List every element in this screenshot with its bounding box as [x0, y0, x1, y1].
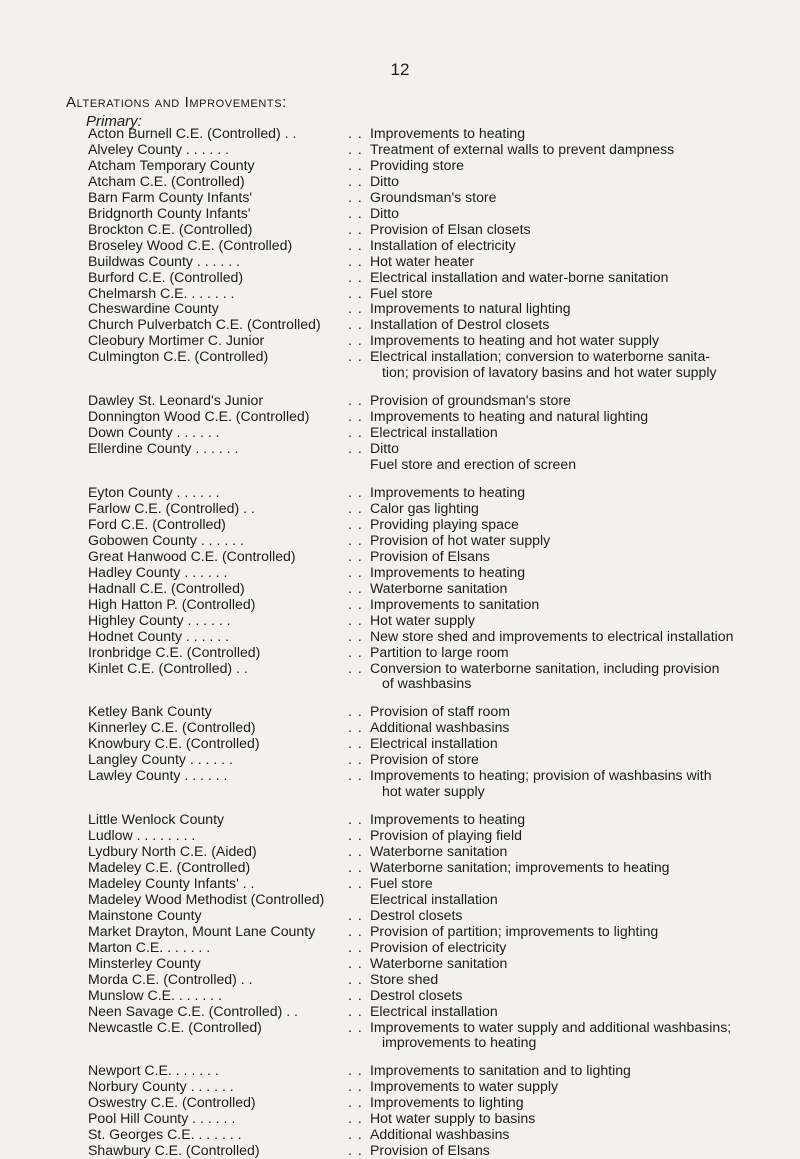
- improvement-line: Improvements to heating and natural lighting: [370, 408, 649, 425]
- improvement-line: Improvements to heating: [370, 563, 526, 580]
- improvement-description: [370, 254, 790, 270]
- improvement-line: Improvements to water supply: [370, 1078, 558, 1095]
- list-item: Ironbridge C.E. (Controlled) . . Partition to large room: [88, 645, 788, 661]
- list-item: Neen Savage C.E. (Controlled) . . . . Electrical installation: [88, 1004, 788, 1020]
- school-name: Down County . . . . . .: [88, 425, 220, 441]
- list-item: Mainstone County . . Destrol closets: [88, 908, 788, 924]
- improvement-description: [370, 425, 790, 441]
- list-item: Brockton C.E. (Controlled) . . Provision of Elsan closets: [88, 222, 788, 238]
- school-name: Gobowen County . . . . . .: [88, 532, 244, 548]
- list-item: High Hatton P. (Controlled) . . Improvements to sanitation: [88, 597, 788, 613]
- list-item: Ford C.E. (Controlled) . . Providing playing space: [88, 517, 788, 533]
- school-name: Donnington Wood C.E. (Controlled): [88, 409, 310, 425]
- improvement-line: improvements to heating: [382, 1034, 537, 1051]
- school-name: Ironbridge C.E. (Controlled): [88, 644, 261, 660]
- school-name: Madeley County Infants' . .: [88, 875, 255, 891]
- list-item: Minsterley County . . Waterborne sanitation: [88, 956, 788, 972]
- improvement-description: [370, 549, 790, 565]
- improvement-line: Improvements to heating: [370, 125, 526, 141]
- school-name: Marton C.E. . . . . . .: [88, 939, 211, 955]
- school-name: Langley County . . . . . .: [88, 752, 233, 768]
- school-name: Lawley County . . . . . .: [88, 768, 228, 784]
- list-item: Lawley County . . . . . . . . Improvements to heating; provision of washbasins with hot water supply: [88, 768, 788, 800]
- improvements-list: [88, 126, 788, 1159]
- improvement-line: Improvements to sanitation and to lighting: [370, 1062, 631, 1079]
- school-name: Hadnall C.E. (Controlled): [88, 580, 245, 596]
- list-item: Ketley Bank County . . Provision of staff room: [88, 704, 788, 720]
- improvement-description: [370, 1020, 790, 1052]
- school-name: Kinnerley C.E. (Controlled): [88, 720, 256, 736]
- improvement-description: [370, 828, 790, 844]
- improvement-description: [370, 704, 790, 720]
- improvement-description: [370, 860, 790, 876]
- school-name: Bridgnorth County Infants': [88, 205, 251, 221]
- section-heading: Alterations and Improvements:: [66, 94, 287, 111]
- improvement-line: Groundsman's store: [370, 188, 497, 205]
- school-name: Church Pulverbatch C.E. (Controlled): [88, 317, 321, 333]
- improvement-line: Improvements to natural lighting: [370, 300, 571, 317]
- improvement-description: [370, 876, 790, 892]
- school-name: Morda C.E. (Controlled) . .: [88, 971, 253, 987]
- improvement-description: [370, 286, 790, 302]
- improvement-line: Hot water heater: [370, 252, 475, 269]
- improvement-description: [370, 565, 790, 581]
- list-item: Cleobury Mortimer C. Junior . . Improvements to heating and hot water supply: [88, 333, 788, 349]
- list-item: Chelmarsh C.E. . . . . . . . . Fuel store: [88, 286, 788, 302]
- improvement-line: Store shed: [370, 970, 439, 987]
- school-name: Highley County . . . . . .: [88, 612, 231, 628]
- school-name: Newport C.E. . . . . . .: [88, 1063, 219, 1079]
- list-item: Kinnerley C.E. (Controlled) . . Additional washbasins: [88, 720, 788, 736]
- school-name: Lydbury North C.E. (Aided): [88, 844, 257, 860]
- school-name: Buildwas County . . . . . .: [88, 253, 240, 269]
- improvement-line: Fuel store: [370, 284, 433, 301]
- improvement-line: Hot water supply to basins: [370, 1110, 536, 1127]
- improvement-line: Conversion to waterborne sanitation, including provision: [370, 659, 720, 676]
- improvement-description: [370, 908, 790, 924]
- list-item: Knowbury C.E. (Controlled) . . Electrical installation: [88, 736, 788, 752]
- school-name: Acton Burnell C.E. (Controlled) . .: [88, 126, 297, 141]
- school-name: Madeley Wood Methodist (Controlled): [88, 891, 325, 907]
- school-name: Chelmarsh C.E. . . . . . .: [88, 285, 235, 301]
- list-item: Shawbury C.E. (Controlled) . . Provision of Elsans: [88, 1143, 788, 1159]
- school-name: Ketley Bank County: [88, 704, 212, 720]
- improvement-description: [370, 1079, 790, 1095]
- list-item: Acton Burnell C.E. (Controlled) . . . . Improvements to heating: [88, 126, 788, 142]
- improvement-description: [370, 645, 790, 661]
- list-item: Alveley County . . . . . . . . Treatment of external walls to prevent dampness: [88, 142, 788, 158]
- school-name: Cleobury Mortimer C. Junior: [88, 333, 265, 349]
- school-name: Cheswardine County: [88, 301, 219, 317]
- improvement-line: Provision of Elsans: [370, 1142, 490, 1159]
- improvement-description: [370, 1143, 790, 1159]
- school-name: Atcham Temporary County: [88, 157, 255, 173]
- improvement-description: [370, 142, 790, 158]
- improvement-description: [370, 270, 790, 286]
- improvement-description: [370, 768, 790, 800]
- page-number: 12: [390, 60, 410, 79]
- improvement-line: Waterborne sanitation; improvements to heating: [370, 858, 670, 875]
- school-name: Ford C.E. (Controlled): [88, 516, 226, 532]
- list-item: Little Wenlock County . . Improvements to heating: [88, 812, 788, 828]
- list-item: Ellerdine County . . . . . . . . Ditto Fuel store and erection of screen: [88, 441, 788, 473]
- improvement-description: [370, 892, 790, 908]
- improvement-line: Provision of store: [370, 751, 479, 768]
- improvement-line: Electrical installation and water-borne sanitation: [370, 268, 669, 285]
- school-name: Ellerdine County . . . . . .: [88, 441, 239, 457]
- improvement-description: [370, 190, 790, 206]
- improvement-description: [370, 174, 790, 190]
- list-item: Down County . . . . . . . . Electrical installation: [88, 425, 788, 441]
- school-name: Hadley County . . . . . .: [88, 564, 228, 580]
- improvement-description: [370, 1111, 790, 1127]
- improvement-line: Providing playing space: [370, 515, 519, 532]
- school-name: Market Drayton, Mount Lane County: [88, 923, 316, 939]
- improvement-description: [370, 126, 790, 142]
- list-item: Hadley County . . . . . . . . Improvements to heating: [88, 565, 788, 581]
- list-item: Burford C.E. (Controlled) . . Electrical installation and water-borne sanitation: [88, 270, 788, 286]
- improvement-description: [370, 501, 790, 517]
- list-item: Norbury County . . . . . . . . Improvements to water supply: [88, 1079, 788, 1095]
- school-name: Minsterley County: [88, 955, 201, 971]
- list-item: Great Hanwood C.E. (Controlled) . . Provision of Elsans: [88, 549, 788, 565]
- improvement-description: [370, 924, 790, 940]
- improvement-description: [370, 238, 790, 254]
- improvement-line: Provision of playing field: [370, 827, 522, 844]
- improvement-description: [370, 1095, 790, 1111]
- improvement-description: [370, 222, 790, 238]
- list-item: Kinlet C.E. (Controlled) . . . . Conversion to waterborne sanitation, including provision of washbasins: [88, 661, 788, 693]
- improvement-description: [370, 736, 790, 752]
- improvement-line: Electrical installation: [370, 1002, 498, 1019]
- improvement-line: Fuel store: [370, 874, 433, 891]
- list-item: Atcham Temporary County . . Providing store: [88, 158, 788, 174]
- improvement-line: Ditto: [370, 172, 399, 189]
- improvement-description: [370, 988, 790, 1004]
- improvement-description: [370, 812, 790, 828]
- improvement-description: [370, 956, 790, 972]
- list-item: Marton C.E. . . . . . . . . Provision of electricity: [88, 940, 788, 956]
- list-item: Gobowen County . . . . . . . . Provision of hot water supply: [88, 533, 788, 549]
- improvement-description: [370, 517, 790, 533]
- improvement-line: Ditto: [370, 440, 399, 457]
- improvement-line: Destrol closets: [370, 906, 463, 923]
- improvement-description: [370, 1127, 790, 1143]
- school-name: Knowbury C.E. (Controlled): [88, 736, 260, 752]
- improvement-line: Improvements to lighting: [370, 1094, 524, 1111]
- improvement-description: [370, 629, 790, 645]
- school-name: Burford C.E. (Controlled): [88, 269, 244, 285]
- list-item: Broseley Wood C.E. (Controlled) . . Installation of electricity: [88, 238, 788, 254]
- improvement-description: [370, 752, 790, 768]
- list-item: Bridgnorth County Infants' . . Ditto: [88, 206, 788, 222]
- improvement-line: Hot water supply: [370, 611, 475, 628]
- improvement-line: Installation of electricity: [370, 236, 516, 253]
- improvement-description: [370, 206, 790, 222]
- list-item: Langley County . . . . . . . . Provision of store: [88, 752, 788, 768]
- school-name: Little Wenlock County: [88, 812, 225, 828]
- list-item: Dawley St. Leonard's Junior . . Provision of groundsman's store: [88, 393, 788, 409]
- list-item: Barn Farm County Infants' . . Groundsman's store: [88, 190, 788, 206]
- list-item: Cheswardine County . . Improvements to natural lighting: [88, 301, 788, 317]
- list-item: Culmington C.E. (Controlled) . . Electrical installation; conversion to waterborne sanita- tion; provision of lavatory basins and hot water supply: [88, 349, 788, 381]
- school-name: Ludlow . . . . . . . .: [88, 828, 196, 844]
- improvement-line: Provision of hot water supply: [370, 531, 551, 548]
- improvement-line: Electrical installation; conversion to waterborne sanita-: [370, 348, 710, 365]
- improvement-description: [370, 317, 790, 333]
- improvement-description: [370, 613, 790, 629]
- list-item: Hadnall C.E. (Controlled) . . Waterborne sanitation: [88, 581, 788, 597]
- list-item: Farlow C.E. (Controlled) . . . . Calor gas lighting: [88, 501, 788, 517]
- school-name: Mainstone County: [88, 907, 202, 923]
- improvement-description: [370, 1004, 790, 1020]
- list-item: Oswestry C.E. (Controlled) . . Improvements to lighting: [88, 1095, 788, 1111]
- school-name: Eyton County . . . . . .: [88, 485, 220, 501]
- improvement-description: [370, 333, 790, 349]
- school-name: Oswestry C.E. (Controlled): [88, 1095, 256, 1111]
- school-name: Dawley St. Leonard's Junior: [88, 393, 264, 409]
- improvement-line: Additional washbasins: [370, 719, 510, 736]
- list-item: Ludlow . . . . . . . . . . Provision of playing field: [88, 828, 788, 844]
- school-name: Madeley C.E. (Controlled): [88, 859, 251, 875]
- list-item: Buildwas County . . . . . . . . Hot water heater: [88, 254, 788, 270]
- improvement-line: Destrol closets: [370, 986, 463, 1003]
- improvement-line: Improvements to water supply and additional washbasins;: [370, 1018, 732, 1035]
- list-item: Highley County . . . . . . . . Hot water supply: [88, 613, 788, 629]
- list-item: Hodnet County . . . . . . . . New store shed and improvements to electrical installation: [88, 629, 788, 645]
- improvement-description: [370, 972, 790, 988]
- improvement-description: [370, 441, 790, 473]
- improvement-line: Provision of groundsman's store: [370, 392, 571, 409]
- improvement-line: Provision of Elsan closets: [370, 220, 531, 237]
- list-item: Eyton County . . . . . . . . Improvements to heating: [88, 485, 788, 501]
- school-name: Neen Savage C.E. (Controlled) . .: [88, 1003, 298, 1019]
- improvement-description: [370, 533, 790, 549]
- improvement-description: [370, 597, 790, 613]
- improvement-line: Ditto: [370, 204, 399, 221]
- improvement-line: Waterborne sanitation: [370, 954, 508, 971]
- list-item: Atcham C.E. (Controlled) . . Ditto: [88, 174, 788, 190]
- improvement-line: Improvements to heating: [370, 811, 526, 828]
- improvement-line: Partition to large room: [370, 643, 509, 660]
- school-name: Munslow C.E. . . . . . .: [88, 987, 222, 1003]
- school-name: Atcham C.E. (Controlled): [88, 173, 245, 189]
- improvement-line: Improvements to heating; provision of washbasins with: [370, 767, 712, 784]
- school-name: Brockton C.E. (Controlled): [88, 221, 253, 237]
- list-item: Munslow C.E. . . . . . . . . Destrol closets: [88, 988, 788, 1004]
- improvement-line: Electrical installation: [370, 735, 498, 752]
- list-item: Madeley County Infants' . . . . Fuel store: [88, 876, 788, 892]
- improvement-description: [370, 301, 790, 317]
- improvement-line: Provision of Elsans: [370, 547, 490, 564]
- list-item: Donnington Wood C.E. (Controlled) . . Improvements to heating and natural lighting: [88, 409, 788, 425]
- improvement-description: [370, 720, 790, 736]
- school-name: Alveley County . . . . . .: [88, 141, 229, 157]
- school-name: Newcastle C.E. (Controlled): [88, 1019, 262, 1035]
- school-name: Norbury County . . . . . .: [88, 1079, 234, 1095]
- improvement-description: [370, 940, 790, 956]
- list-item: Lydbury North C.E. (Aided) . . Waterborne sanitation: [88, 844, 788, 860]
- list-item: Morda C.E. (Controlled) . . . . Store shed: [88, 972, 788, 988]
- improvement-line: Electrical installation: [370, 424, 498, 441]
- school-name: High Hatton P. (Controlled): [88, 596, 256, 612]
- subsection-heading: Primary:: [86, 113, 142, 130]
- improvement-line: Electrical installation: [370, 890, 498, 907]
- improvement-line: Improvements to heating: [370, 484, 526, 501]
- list-item: Newcastle C.E. (Controlled) . . Improvements to water supply and additional washbasins; improvements to heating: [88, 1020, 788, 1052]
- improvement-line: Waterborne sanitation: [370, 843, 508, 860]
- school-name: Culmington C.E. (Controlled): [88, 349, 269, 365]
- improvement-description: [370, 409, 790, 425]
- improvement-description: [370, 393, 790, 409]
- improvement-line: of washbasins: [382, 675, 472, 692]
- school-name: Barn Farm County Infants': [88, 189, 253, 205]
- improvement-line: Provision of staff room: [370, 703, 510, 720]
- improvement-line: Fuel store and erection of screen: [370, 456, 577, 473]
- school-name: Shawbury C.E. (Controlled): [88, 1143, 260, 1159]
- list-item: Newport C.E. . . . . . . . . Improvements to sanitation and to lighting: [88, 1063, 788, 1079]
- list-item: Market Drayton, Mount Lane County . . Provision of partition; improvements to lighting: [88, 924, 788, 940]
- improvement-line: Calor gas lighting: [370, 499, 479, 516]
- list-item: [88, 892, 788, 908]
- school-name: Farlow C.E. (Controlled) . .: [88, 500, 255, 516]
- school-name: Great Hanwood C.E. (Controlled): [88, 548, 296, 564]
- school-name: Broseley Wood C.E. (Controlled): [88, 237, 293, 253]
- improvement-line: New store shed and improvements to electrical installation: [370, 627, 734, 644]
- list-item: Pool Hill County . . . . . . . . Hot water supply to basins: [88, 1111, 788, 1127]
- improvement-line: Treatment of external walls to prevent dampness: [370, 140, 675, 157]
- school-name: Kinlet C.E. (Controlled) . .: [88, 660, 248, 676]
- improvement-description: [370, 581, 790, 597]
- improvement-line: tion; provision of lavatory basins and hot water supply: [382, 364, 717, 381]
- improvement-description: [370, 485, 790, 501]
- improvement-line: Improvements to heating and hot water supply: [370, 332, 660, 349]
- improvement-line: Providing store: [370, 156, 465, 173]
- improvement-description: [370, 844, 790, 860]
- list-item: Madeley C.E. (Controlled) . . Waterborne sanitation; improvements to heating: [88, 860, 788, 876]
- improvement-description: [370, 1063, 790, 1079]
- improvement-description: [370, 158, 790, 174]
- improvement-line: Provision of electricity: [370, 938, 507, 955]
- list-item: Church Pulverbatch C.E. (Controlled) . . Installation of Destrol closets: [88, 317, 788, 333]
- improvement-line: hot water supply: [382, 783, 485, 800]
- list-item: St. Georges C.E. . . . . . . . . Additional washbasins: [88, 1127, 788, 1143]
- improvement-line: Improvements to sanitation: [370, 595, 540, 612]
- improvement-line: Additional washbasins: [370, 1126, 510, 1143]
- improvement-line: Installation of Destrol closets: [370, 316, 550, 333]
- school-name: St. Georges C.E. . . . . . .: [88, 1127, 242, 1143]
- school-name: Pool Hill County . . . . . .: [88, 1111, 236, 1127]
- improvement-line: Provision of partition; improvements to lighting: [370, 922, 659, 939]
- school-name: Hodnet County . . . . . .: [88, 628, 230, 644]
- improvement-description: [370, 349, 790, 381]
- improvement-description: [370, 661, 790, 693]
- improvement-line: Waterborne sanitation: [370, 579, 508, 596]
